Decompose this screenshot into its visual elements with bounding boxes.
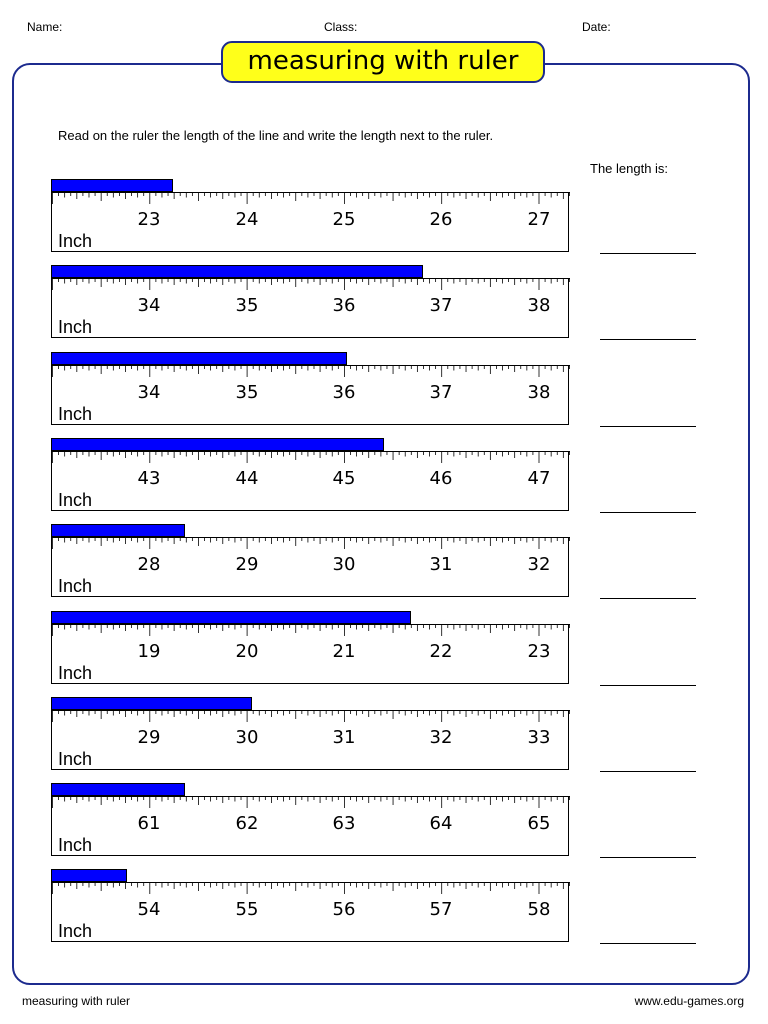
measured-line: [51, 438, 384, 451]
ruler: [51, 710, 569, 770]
ruler-number: 23: [527, 641, 551, 662]
answer-line[interactable]: [600, 512, 696, 513]
ruler: [51, 796, 569, 856]
footer-website: www.edu-games.org: [634, 994, 744, 1008]
ruler-ticks: [52, 796, 570, 812]
ruler-number: 65: [527, 813, 551, 834]
ruler-number: 46: [429, 468, 453, 489]
measured-line: [51, 265, 423, 278]
ruler-number: 64: [429, 813, 453, 834]
ruler: [51, 365, 569, 425]
measured-line: [51, 611, 411, 624]
ruler-number: 47: [527, 468, 551, 489]
answer-line[interactable]: [600, 685, 696, 686]
ruler-number: 29: [235, 554, 259, 575]
measured-line: [51, 869, 127, 882]
ruler-number: 62: [235, 813, 259, 834]
ruler-number: 30: [332, 554, 356, 575]
unit-label: Inch: [58, 576, 93, 596]
ruler-ticks: [52, 278, 570, 294]
ruler-number: 58: [527, 899, 551, 920]
length-column-header: The length is:: [590, 161, 669, 176]
ruler-number: 34: [137, 295, 161, 316]
class-label: Class:: [324, 20, 358, 34]
ruler-number: 56: [332, 899, 356, 920]
ruler-ticks: [52, 365, 570, 381]
unit-label: Inch: [58, 231, 93, 251]
ruler-number: 34: [137, 382, 161, 403]
ruler-number: 21: [332, 641, 356, 662]
ruler-number: 32: [527, 554, 551, 575]
ruler-number: 19: [137, 641, 161, 662]
instructions-text: Read on the ruler the length of the line and write the length next to the ruler.: [58, 128, 494, 143]
ruler-number: 61: [137, 813, 161, 834]
answer-line[interactable]: [600, 857, 696, 858]
answer-line[interactable]: [600, 339, 696, 340]
measured-line: [51, 697, 252, 710]
ruler-number: 54: [137, 899, 161, 920]
unit-label: Inch: [58, 749, 93, 769]
ruler: [51, 278, 569, 338]
name-label: Name:: [27, 20, 63, 34]
ruler-number: 36: [332, 382, 356, 403]
ruler-number: 23: [137, 209, 161, 230]
measured-line: [51, 783, 185, 796]
ruler: [51, 624, 569, 684]
measured-line: [51, 352, 347, 365]
answer-line[interactable]: [600, 426, 696, 427]
date-label: Date:: [582, 20, 611, 34]
ruler-number: 26: [429, 209, 453, 230]
unit-label: Inch: [58, 490, 93, 510]
ruler-number: 57: [429, 899, 453, 920]
ruler-number: 24: [235, 209, 259, 230]
ruler-number: 55: [235, 899, 259, 920]
ruler-ticks: [52, 882, 570, 898]
ruler-number: 38: [527, 295, 551, 316]
answer-line[interactable]: [600, 771, 696, 772]
ruler-number: 32: [429, 727, 453, 748]
ruler-number: 30: [235, 727, 259, 748]
answer-line[interactable]: [600, 943, 696, 944]
ruler-number: 35: [235, 382, 259, 403]
ruler-number: 20: [235, 641, 259, 662]
unit-label: Inch: [58, 404, 93, 424]
measured-line: [51, 524, 185, 537]
ruler-number: 29: [137, 727, 161, 748]
unit-label: Inch: [58, 317, 93, 337]
answer-line[interactable]: [600, 253, 696, 254]
ruler-ticks: [52, 451, 570, 467]
ruler-number: 35: [235, 295, 259, 316]
ruler-number: 45: [332, 468, 356, 489]
ruler-number: 31: [429, 554, 453, 575]
footer-title: measuring with ruler: [22, 994, 131, 1008]
ruler-ticks: [52, 710, 570, 726]
ruler: [51, 451, 569, 511]
ruler-ticks: [52, 624, 570, 640]
ruler-ticks: [52, 537, 570, 553]
unit-label: Inch: [58, 835, 93, 855]
ruler-number: 22: [429, 641, 453, 662]
ruler-number: 27: [527, 209, 551, 230]
ruler-number: 37: [429, 295, 453, 316]
ruler: [51, 537, 569, 597]
answer-line[interactable]: [600, 598, 696, 599]
measured-line: [51, 179, 173, 192]
ruler-number: 36: [332, 295, 356, 316]
page-title: measuring with ruler: [221, 41, 545, 83]
ruler-number: 43: [137, 468, 161, 489]
ruler-number: 28: [137, 554, 161, 575]
unit-label: Inch: [58, 921, 93, 941]
ruler-number: 37: [429, 382, 453, 403]
ruler-ticks: [52, 192, 570, 208]
ruler-number: 25: [332, 209, 356, 230]
ruler-number: 31: [332, 727, 356, 748]
ruler-number: 44: [235, 468, 259, 489]
unit-label: Inch: [58, 663, 93, 683]
ruler-number: 38: [527, 382, 551, 403]
ruler-number: 33: [527, 727, 551, 748]
ruler: [51, 192, 569, 252]
ruler-number: 63: [332, 813, 356, 834]
ruler: [51, 882, 569, 942]
